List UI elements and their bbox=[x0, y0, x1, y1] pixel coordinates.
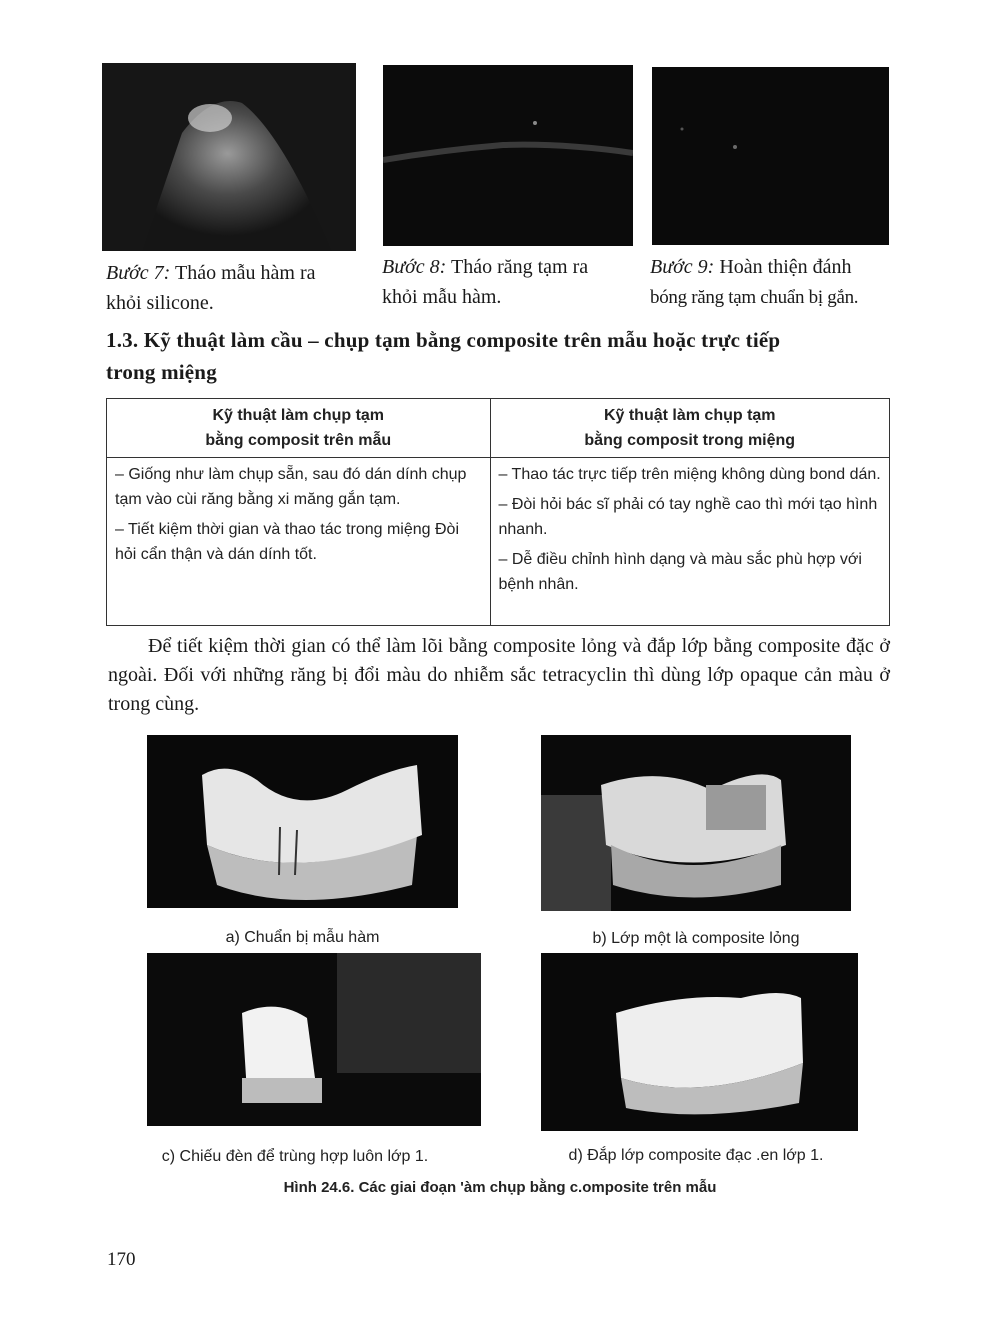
step8-caption bbox=[382, 252, 642, 312]
list-item: – Đòi hỏi bác sĩ phải có tay nghề cao thì mới tạo hình nhanh. bbox=[498, 496, 878, 538]
step9-text-line1: Hoàn thiện đánh bbox=[719, 256, 852, 278]
table-header-onmodel-line2: bằng composit trên mẫu bbox=[205, 432, 392, 449]
table-header-inmouth-line1: Kỹ thuật làm chụp tạm bbox=[603, 407, 776, 424]
step7-photo bbox=[102, 63, 356, 251]
figure-a-photo bbox=[147, 735, 458, 908]
step9-caption bbox=[650, 252, 900, 313]
figure-b-photo bbox=[541, 735, 851, 911]
step9-photo bbox=[652, 67, 889, 245]
table-header-onmodel-line1: Kỹ thuật làm chụp tạm bbox=[212, 407, 385, 424]
step8-text-line1: Tháo răng tạm ra bbox=[450, 256, 589, 278]
step9-text-line2: bóng răng tạm chuẩn bị gắn. bbox=[650, 287, 859, 308]
table-header-onmodel bbox=[107, 399, 491, 458]
table-header-inmouth-line2: bằng composit trong miệng bbox=[584, 432, 796, 449]
step7-label: Bước 7: bbox=[106, 262, 171, 284]
list-item: – Tiết kiệm thời gian và thao tác trong miệng Đòi hỏi cẩn thận và dán dính tốt. bbox=[115, 521, 459, 563]
section-heading-line1: 1.3. Kỹ thuật làm cầu – chụp tạm bằng composite trên mẫu hoặc trực tiếp bbox=[106, 328, 781, 352]
step7-caption bbox=[106, 258, 366, 318]
technique-table bbox=[106, 398, 890, 626]
figure-title: Hình 24.6. Các giai đoạn 'àm chụp bằng c.omposite trên mẫu bbox=[283, 1179, 717, 1196]
step8-photo bbox=[383, 65, 633, 246]
step7-text-line2: khỏi silicone. bbox=[106, 292, 214, 314]
figure-c-photo bbox=[147, 953, 481, 1126]
figure-d-caption: d) Đắp lớp composite đạc .en lớp 1. bbox=[568, 1147, 824, 1164]
section-heading-line2: trong miệng bbox=[106, 360, 217, 384]
list-item: – Dễ điều chỉnh hình dạng và màu sắc phù hợp với bệnh nhân. bbox=[498, 551, 862, 593]
table-header-row bbox=[107, 399, 890, 458]
section-heading bbox=[106, 324, 896, 388]
figure-a-caption: a) Chuẩn bị mẫu hàm bbox=[225, 929, 380, 946]
body-paragraph: Để tiết kiệm thời gian có thể làm lõi bằng composite lỏng và đắp lớp bằng composite đặc ở ngoài. Đối với những răng bị đổi màu do nhiễm sắc tetracyclin thì dùng lớp opaque cản màu ở trong cùng. bbox=[108, 635, 890, 715]
table-cell-inmouth bbox=[490, 458, 890, 626]
figure-d-photo bbox=[541, 953, 858, 1131]
table-header-inmouth bbox=[490, 399, 890, 458]
figure-b-caption: b) Lớp một là composite lỏng bbox=[592, 930, 800, 947]
table-cell-onmodel bbox=[107, 458, 491, 626]
list-item: – Giống như làm chụp sẵn, sau đó dán dính chụp tạm vào cùi răng bằng xi măng gắn tạm. bbox=[115, 466, 467, 508]
page-number: 170 bbox=[107, 1249, 136, 1270]
step9-label: Bước 9: bbox=[650, 256, 715, 278]
figure-c-caption: c) Chiếu đèn để trùng hợp luôn lớp 1. bbox=[161, 1148, 429, 1165]
step8-text-line2: khỏi mẫu hàm. bbox=[382, 286, 502, 308]
step8-label: Bước 8: bbox=[382, 256, 447, 278]
list-item: – Thao tác trực tiếp trên miệng không dùng bond dán. bbox=[498, 466, 881, 483]
table-row bbox=[107, 458, 890, 626]
step7-text-line1: Tháo mẫu hàm ra bbox=[174, 262, 316, 284]
